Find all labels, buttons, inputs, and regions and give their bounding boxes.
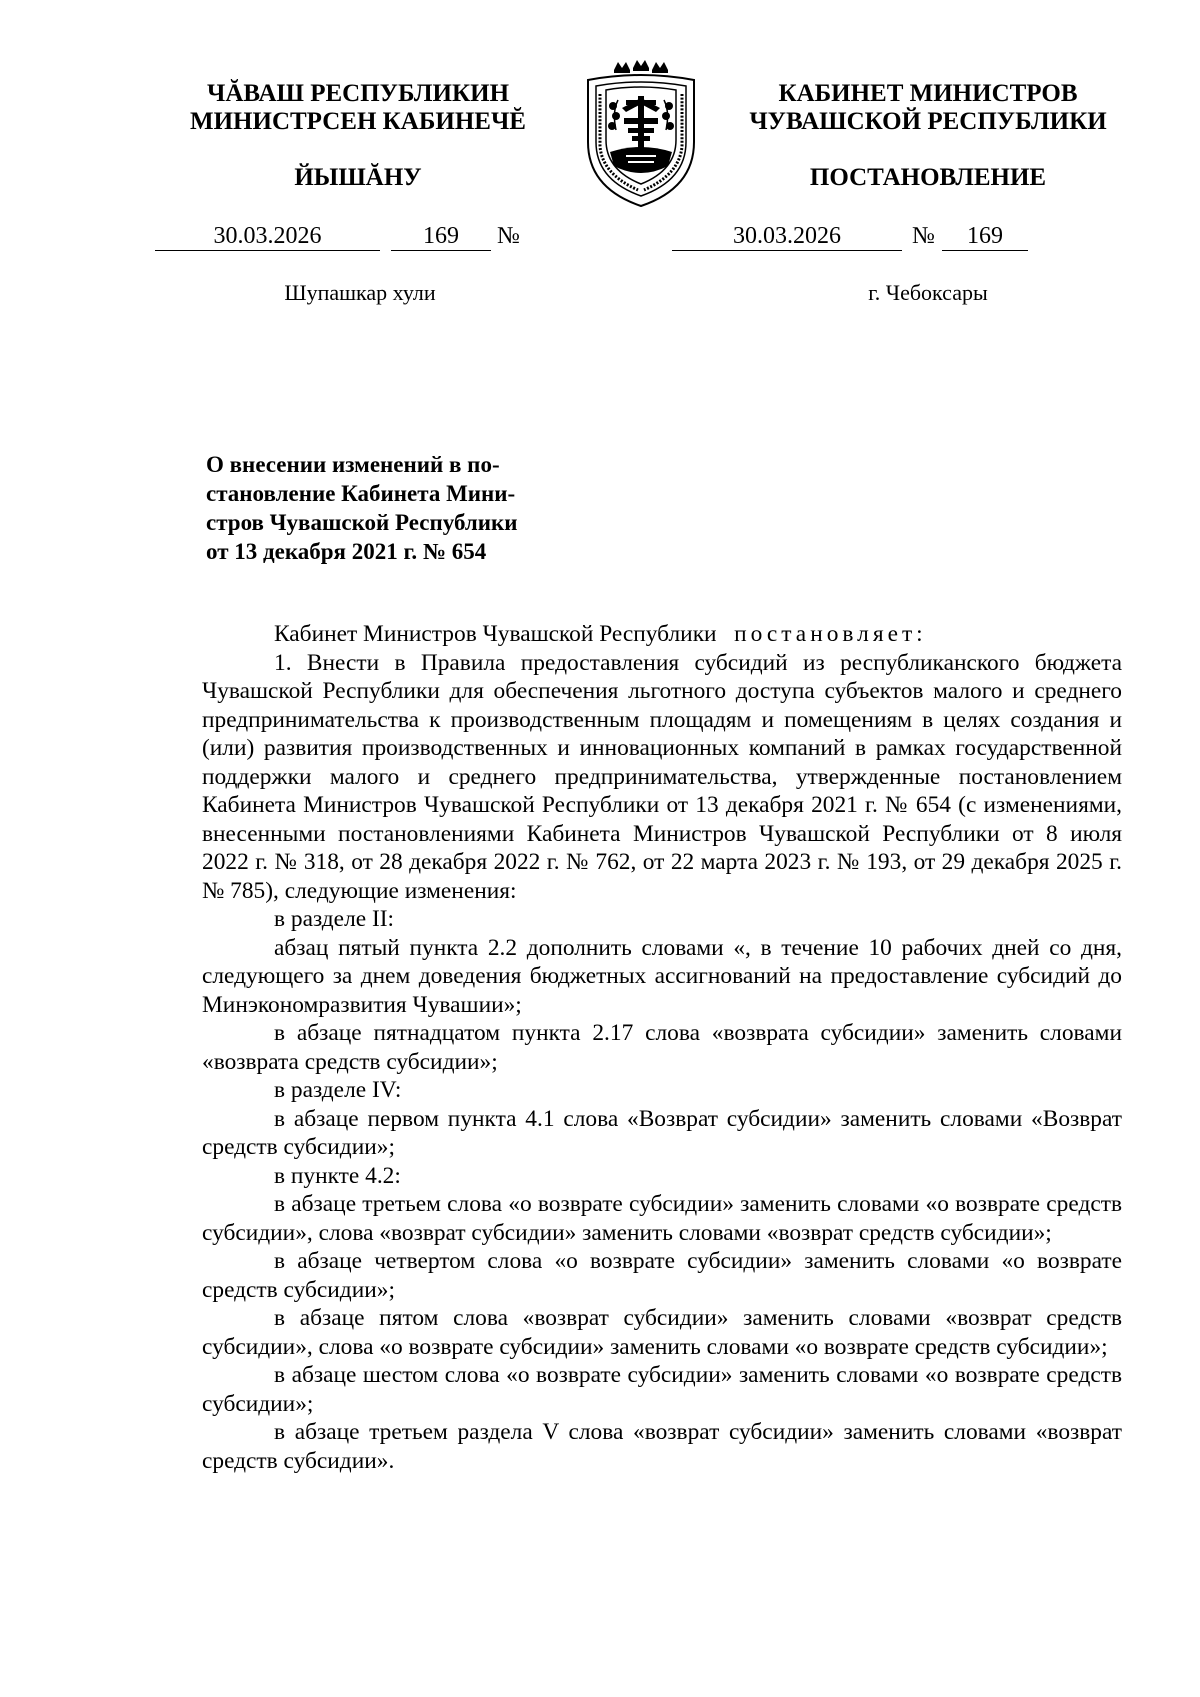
preamble [202, 620, 1122, 649]
issuer-russian [730, 80, 1126, 136]
document-subject [206, 450, 566, 566]
subject-line: становление Кабинета Мини- [206, 481, 516, 506]
issuer-chuvash-line1: ЧĂВАШ РЕСПУБЛИКИН [206, 80, 510, 107]
body-paragraph: в абзаце четвертом слова «о возврате субсидии» заменить словами «о возврате средств субсидии»; [202, 1248, 1122, 1303]
preamble-text: Кабинет Министров Чувашской Республики [274, 621, 717, 647]
body-paragraph: в абзаце первом пункта 4.1 слова «Возврат субсидии» заменить словами «Возврат средств субсидии»; [202, 1105, 1122, 1160]
body-paragraph: 1. Внести в Правила предоставления субсидий из республиканского бюджета Чувашской Республики для обеспечения льготного доступа субъектов малого и среднего предпринимательства к производственным площадям и помещениям в целях создания и (или) развития производственных и инновационных компаний в рамках государственной поддержки малого и среднего предпринимательства, утвержденные постановлением Кабинета Министров Чувашской Республики от 13 декабря 2021 г. № 654 (с изменениями, внесенными постановлениями Кабинета Министров Чувашской Республики от 8 июля 2022 г. № 318, от 28 декабря 2022 г. № 762, от 22 марта 2023 г. № 193, от 29 декабря 2025 г. № 785), следующие изменения: [202, 649, 1122, 904]
body-paragraph: в разделе IV: [274, 1077, 402, 1103]
preamble-action: постановляет: [734, 621, 927, 647]
number-left: 169 [391, 223, 491, 251]
document-body [202, 620, 1122, 1475]
place-chuvash: Шупашкар хули [284, 280, 436, 305]
body-paragraph: в разделе II: [274, 906, 395, 932]
issuer-chuvash-line2: МИНИСТРСЕН КАБИНЕЧĔ [190, 108, 526, 135]
registration-left [155, 223, 575, 253]
body-paragraph: абзац пятый пункта 2.2 дополнить словами «, в течение 10 рабочих дней со дня, следующего за днем доведения бюджетных ассигнований на предоставление субсидий до Минэкономразвития Чувашии»; [202, 934, 1122, 1018]
body-paragraph: в абзаце третьем слова «о возврате субсидии» заменить словами «о возврате средств субсидии», слова «возврат субсидии» заменить словами «возврат средств субсидии»; [202, 1191, 1122, 1246]
date-right: 30.03.2026 [672, 223, 902, 251]
place-russian: г. Чебоксары [868, 280, 988, 305]
date-left: 30.03.2026 [155, 223, 380, 251]
subject-line: от 13 декабря 2021 г. № 654 [206, 539, 487, 564]
issuer-russian-line2: ЧУВАШСКОЙ РЕСПУБЛИКИ [749, 108, 1107, 135]
subject-line: стров Чувашской Республики [206, 510, 518, 535]
issuer-chuvash [160, 80, 556, 136]
doc-type-russian: ПОСТАНОВЛЕНИЕ [809, 164, 1047, 191]
doc-type-chuvash: ЙЫШĂНУ [294, 164, 422, 191]
subject-line: О внесении изменений в по- [206, 452, 500, 477]
number-sign-left: № [497, 223, 520, 249]
number-right: 169 [942, 223, 1028, 251]
registration-right [672, 223, 1132, 253]
body-paragraph: в абзаце шестом слова «о возврате субсидии» заменить словами «о возврате средств субсидии»; [202, 1362, 1122, 1417]
body-paragraph: в абзаце пятом слова «возврат субсидии» заменить словами «возврат средств субсидии», слова «о возврате субсидии» заменить словами «о возврате средств субсидии»; [202, 1305, 1122, 1360]
body-paragraph: в абзаце третьем раздела V слова «возврат субсидии» заменить словами «возврат средств субсидии». [202, 1419, 1122, 1474]
body-paragraph: в пункте 4.2: [274, 1162, 401, 1189]
issuer-russian-line1: КАБИНЕТ МИНИСТРОВ [778, 80, 1078, 107]
number-sign-right: № [912, 223, 935, 249]
body-paragraph: в абзаце пятнадцатом пункта 2.17 слова «возврата субсидии» заменить словами «возврата средств субсидии»; [202, 1020, 1122, 1075]
chuvash-coat-of-arms-icon [570, 56, 712, 212]
